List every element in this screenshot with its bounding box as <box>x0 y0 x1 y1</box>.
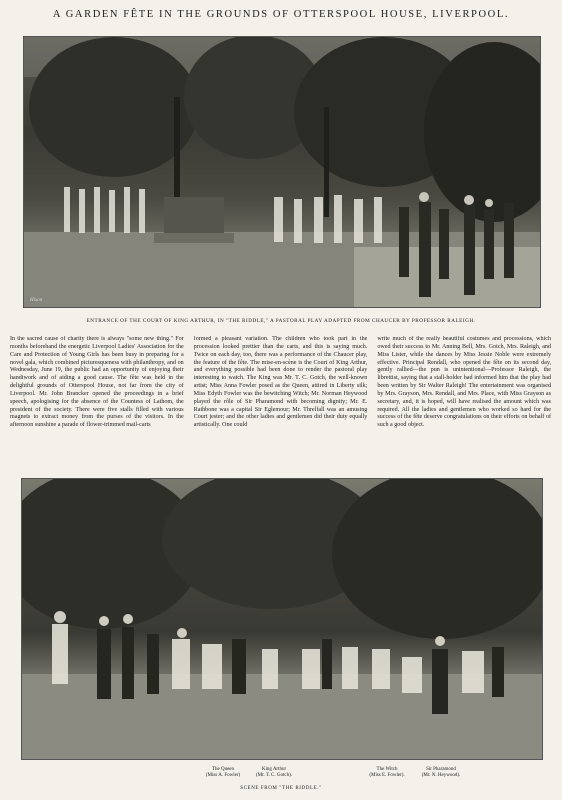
label-the-queen-actor: (Miss A. Fowler) <box>205 773 241 779</box>
label-king-arthur-role: King Arthur <box>261 767 287 772</box>
photo-top-scene <box>24 37 540 307</box>
label-the-queen <box>198 767 248 779</box>
article-column-2: formed a pleasant variation. The children who took part in the procession looked prettier than the carts, and this is saying much. Twice on each day, too, there was a performance of the Chaucer play, the feature of the fête. The mise-en-scène is the Court of King Arthur, and everything possible had been done to render the pastoral play interesting to watch. The King was Mr. T. C. Gotch, the well-known artist; Miss Anna Fowler posed as the Queen, attired in Liberty silk; Miss Edyth Fowler was the bewitching Witch; Mr. Norman Heywood played the rôle of Sir Pharamond with becoming dignity; Mr. E. Rathbone was a capital Sir Eglemour; Mr. Threlfall was an amusing Court jester; and the other ladies and gentlemen did their duty equally artistically. One could <box>193 336 368 429</box>
photo-scene-from-the-riddle <box>21 478 543 760</box>
label-king-arthur <box>244 767 304 779</box>
label-the-witch <box>362 767 412 779</box>
article-body <box>10 336 551 474</box>
page-title: A GARDEN FÊTE IN THE GROUNDS OF OTTERSPOOL HOUSE, LIVERPOOL. <box>52 9 510 20</box>
article-column-3: write much of the really beautiful costumes and processions, which owed their success to Mr. Anning Bell, Mrs. Gotch, Mrs. Raleigh, and Miss Lister, while the dances by Miss Jessie Noble were extremely effective. Principal Rendall, who opened the fête on its second day, gently rallied—the pun is unintentional—Professor Raleigh, the librettist, saying that a stall-holder had informed him that the play had been written by Sir Walter Raleigh! The entertainment was organised by Mrs. Grayson, Mrs. Rendall, and Mrs. Place, with Miss Grayson as secretary, and, it is hoped, will have realised the amount which was required. All the ladies and gentlemen who worked so hard for the success of the fête deserve congratulations on their efforts on behalf of such a good object. <box>377 336 552 429</box>
article-column-1: In the sacred cause of charity there is always "some new thing." For months beforehand the energetic Liverpool Ladies' Association for the Care and Protection of Young Girls has been busy in preparing for a novel gala, which combined picturesqueness with philanthropy, and on Wednesday, June 19, the public had an opportunity of enjoying their handiwork and of aiding a good cause. The fête was held in the delightful grounds of Otterspool House, not far from the city of Liverpool. Mr. John Brancker opened the proceedings in a brief speech, apologising for the absence of the Countess of Lathom, the president of the society. There were five stalls filled with various magnets to extract money from the purses of the visitors. In the afternoon sunshine a parade of flower-trimmed mail-carts <box>10 336 184 429</box>
photo-top-caption: ENTRANCE OF THE COURT OF KING ARTHUR, IN "THE RIDDLE," A PASTORAL PLAY ADAPTED FROM CHAUCER BY PROFESSOR RALEIGH. <box>86 318 476 324</box>
label-sir-pharamond-actor: (Mr. N. Heywood). <box>421 773 461 779</box>
photo-top-signature: Hixon <box>30 298 43 303</box>
photo-bottom-scene <box>22 479 542 759</box>
label-sir-pharamond <box>410 767 472 779</box>
label-the-witch-role: The Witch <box>376 767 398 772</box>
photo-bottom-caption: SCENE FROM "THE RIDDLE." <box>240 786 322 791</box>
label-the-witch-actor: (Miss E. Fowler). <box>369 773 405 779</box>
label-the-queen-role: The Queen <box>211 767 235 772</box>
label-sir-pharamond-role: Sir Pharamond <box>426 767 456 772</box>
label-king-arthur-actor: (Mr. T. C. Gotch). <box>255 773 293 779</box>
photo-court-of-king-arthur <box>23 36 541 308</box>
